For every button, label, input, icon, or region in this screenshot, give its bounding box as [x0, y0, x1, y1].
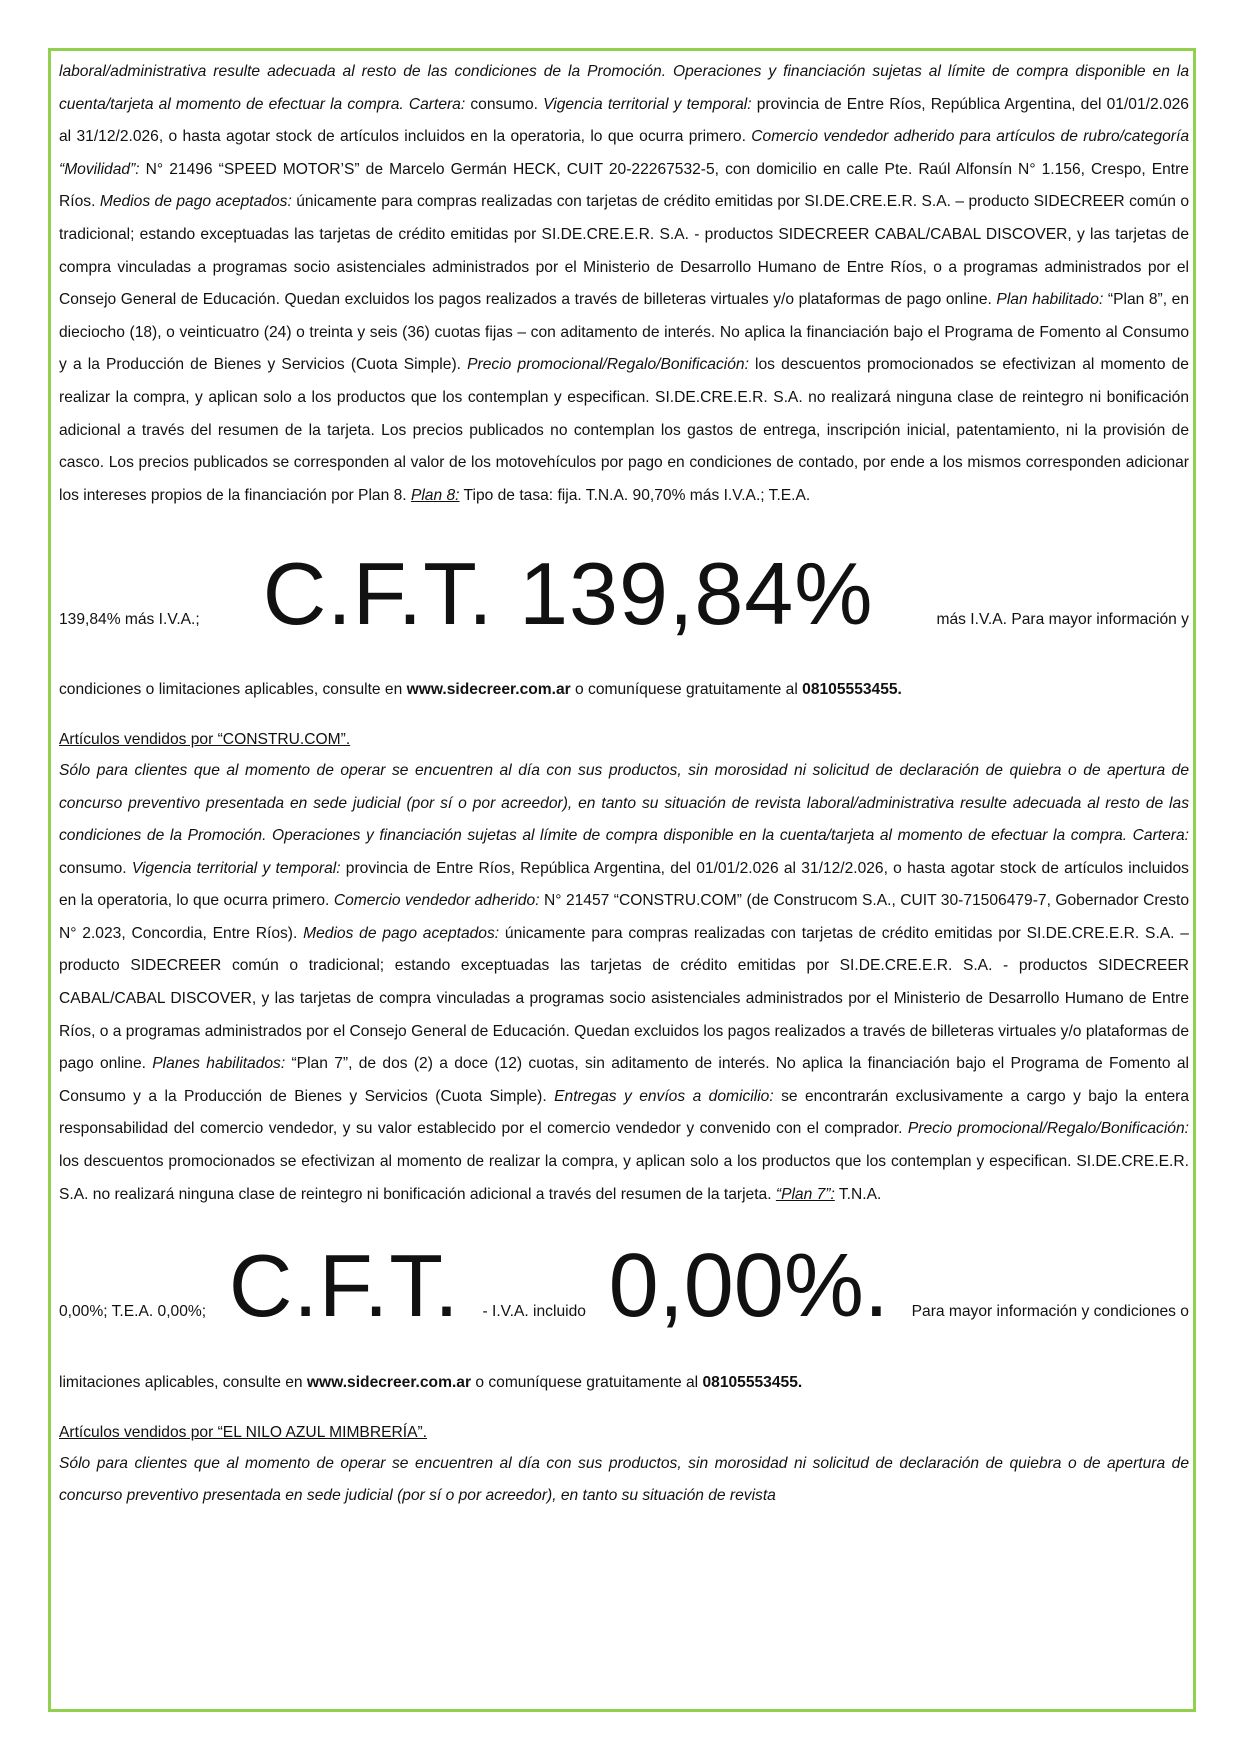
cft-line-plan8 — [59, 544, 1189, 644]
section-heading-nilo-azul: Artículos vendidos por “EL NILO AZUL MIMBRERÍA”. — [59, 1423, 428, 1441]
cft-suffix: más I.V.A. Para mayor información y — [936, 611, 1189, 629]
cft-big-value-2: 0,00%. — [608, 1236, 889, 1337]
cft-suffix-2: Para mayor información y condiciones o — [911, 1303, 1189, 1321]
promo-block-nilo-azul: Sólo para clientes que al momento de operar se encuentren al día con sus productos, sin morosidad ni solicitud de declaración de quiebra o de apertura de concurso preventivo presentada en sede judicial (por sí o por acreedor), en tanto su situación de revista — [59, 1454, 1189, 1505]
contact-line-1: condiciones o limitaciones aplicables, consulte en www.sidecreer.com.ar o comuníquese gratuitamente al 08105553455. — [59, 681, 902, 699]
website-link-2[interactable]: www.sidecreer.com.ar — [306, 1374, 472, 1392]
promo-block-construcom: Sólo para clientes que al momento de operar se encuentren al día con sus productos, sin morosidad ni solicitud de declaración de quiebra o de apertura de concurso preventivo presentada en sede judicial (por sí o por acreedor), en tanto su situación de revista laboral/administrativa resulte adecuada al resto de las condiciones de la Promoción. Operaciones y financiación sujetas al límite de compra disponible en la cuenta/tarjeta al momento de efectuar la compra. Cartera: consumo. Vigencia territorial y temporal: provincia de Entre Ríos, República Argentina, del 01/01/2.026 al 31/12/2.026, o hasta agotar stock de artículos incluidos en la operatoria, lo que ocurra primero. Comercio vendedor adherido: N° 21457 “CONSTRU.COM” (de Construcom S.A., CUIT 30-71506479-7, Gobernador Cresto N° 2.023, Concordia, Entre Ríos). Medios de pago aceptados: únicamente para compras realizadas con tarjetas de crédito emitidas por SI.DE.CRE.E.R. S.A. – producto SIDECREER común o tradicional; estando exceptuadas las tarjetas de crédito emitidas por SI.DE.CRE.E.R. S.A. - productos SIDECREER CABAL/CABAL DISCOVER, y las tarjetas de compra vinculadas a programas socio asistenciales administrados por el Ministerio de Desarrollo Humano de Entre Ríos, o a programas administrados por el Consejo General de Educación. Quedan excluidos los pagos realizados a través de billeteras virtuales y/o plataformas de pago online. Planes habilitados: “Plan 7”, de dos (2) a doce (12) cuotas, sin aditamento de interés. No aplica la financiación bajo el Programa de Fomento al Consumo y a la Producción de Bienes y Servicios (Cuota Simple). Entregas y envíos a domicilio: se encontrarán exclusivamente a cargo y bajo la entera responsabilidad del comercio vendedor, y su valor establecido por el comercio vendedor y convenido con el comprador. Precio promocional/Regalo/Bonificación: los descuentos promocionados se efectivizan al momento de realizar la compra, y aplican solo a los productos que los contemplan y especifican. SI.DE.CRE.E.R. S.A. no realizará ninguna clase de reintegro ni bonificación adicional a través del resumen de la tarjeta. “Plan 7”: T.N.A. — [59, 761, 1189, 1203]
contact-line-2: limitaciones aplicables, consulte en www.sidecreer.com.ar o comuníquese gratuitamente al 08105553455. — [59, 1374, 803, 1392]
phone-number-2: 08105553455. — [702, 1374, 803, 1392]
iva-included: - I.V.A. incluido — [482, 1303, 586, 1321]
phone-number: 08105553455. — [802, 681, 902, 699]
document-body — [59, 56, 1189, 1513]
cft-big-label: C.F.T. — [228, 1236, 460, 1336]
tea-value-2: 0,00%; T.E.A. 0,00%; — [59, 1303, 207, 1321]
tea-value: 139,84% más I.V.A.; — [59, 611, 200, 629]
website-link[interactable]: www.sidecreer.com.ar — [406, 681, 571, 699]
cft-big-value: C.F.T. 139,84% — [262, 544, 874, 644]
promo-block-movilidad: laboral/administrativa resulte adecuada al resto de las condiciones de la Promoción. Operaciones y financiación sujetas al límite de compra disponible en la cuenta/tarjeta al momento de efectuar la compra. Cartera: consumo. Vigencia territorial y temporal: provincia de Entre Ríos, República Argentina, del 01/01/2.026 al 31/12/2.026, o hasta agotar stock de artículos incluidos en la operatoria, lo que ocurra primero. Comercio vendedor adherido para artículos de rubro/categoría “Movilidad”: N° 21496 “SPEED MOTOR’S” de Marcelo Germán HECK, CUIT 20-22267532-5, con domicilio en calle Pte. Raúl Alfonsín N° 1.156, Crespo, Entre Ríos. Medios de pago aceptados: únicamente para compras realizadas con tarjetas de crédito emitidas por SI.DE.CRE.E.R. S.A. – producto SIDECREER común o tradicional; estando exceptuadas las tarjetas de crédito emitidas por SI.DE.CRE.E.R. S.A. - productos SIDECREER CABAL/CABAL DISCOVER, y las tarjetas de compra vinculadas a programas socio asistenciales administrados por el Ministerio de Desarrollo Humano de Entre Ríos, o a programas administrados por el Consejo General de Educación. Quedan excluidos los pagos realizados a través de billeteras virtuales y/o plataformas de pago online. Plan habilitado: “Plan 8”, en dieciocho (18), o veinticuatro (24) o treinta y seis (36) cuotas fijas – con aditamento de interés. No aplica la financiación bajo el Programa de Fomento al Consumo y a la Producción de Bienes y Servicios (Cuota Simple). Precio promocional/Regalo/Bonificación: los descuentos promocionados se efectivizan al momento de realizar la compra, y aplican solo a los productos que los contemplan y especifican. SI.DE.CRE.E.R. S.A. no realizará ninguna clase de reintegro ni bonificación adicional a través del resumen de la tarjeta. Los precios publicados no contemplan los gastos de entrega, inscripción inicial, patentamiento, ni la provisión de casco. Los precios publicados se corresponden al valor de los motovehículos por pago en condiciones de contado, por ende a los mismos corresponden adicionar los intereses propios de la financiación por Plan 8. Plan 8: Tipo de tasa: fija. T.N.A. 90,70% más I.V.A.; T.E.A. — [59, 63, 1189, 504]
cft-line-plan7 — [59, 1236, 1189, 1337]
section-heading-construcom: Artículos vendidos por “CONSTRU.COM”. — [59, 730, 351, 748]
